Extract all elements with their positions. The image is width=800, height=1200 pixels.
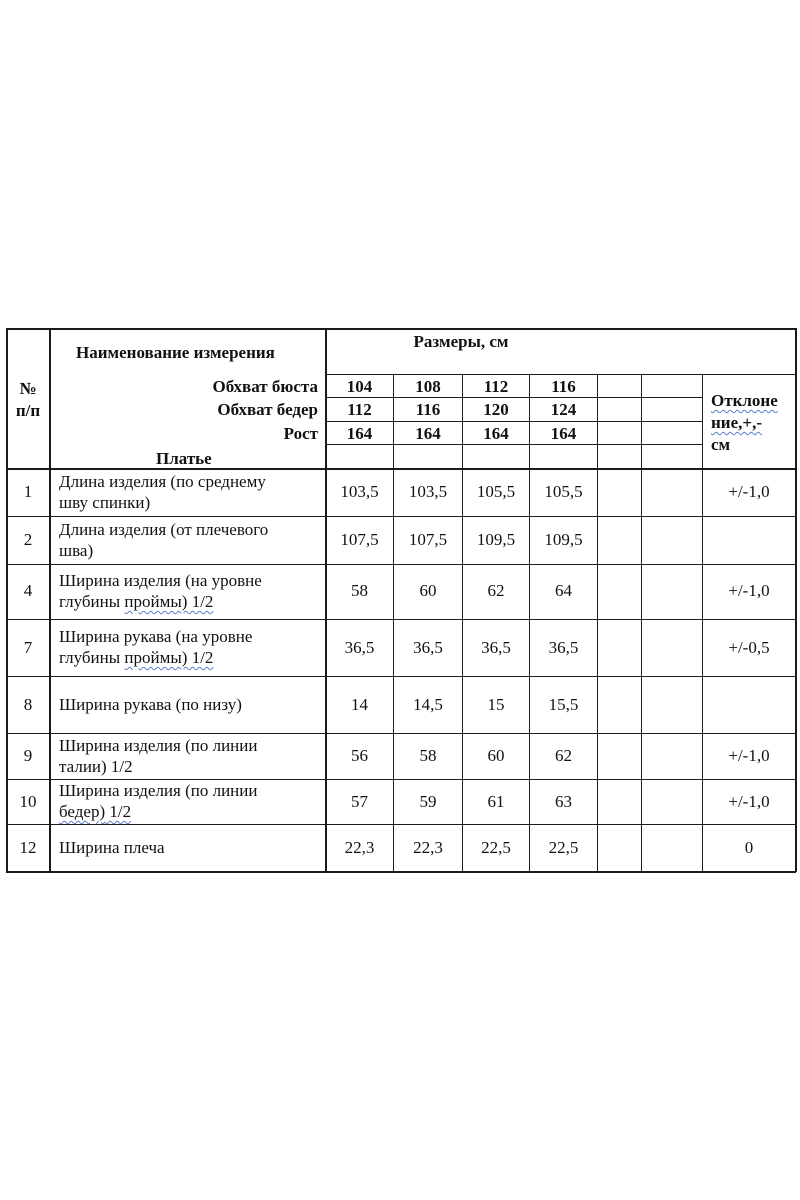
row-value: 59	[419, 792, 437, 811]
row-number: 9	[23, 746, 33, 765]
hip-size: 116	[415, 400, 441, 419]
row-name	[59, 471, 266, 513]
table-border	[795, 328, 797, 872]
row-value: 62	[487, 581, 505, 600]
row-name-line1: Ширина изделия (на уровне	[59, 571, 262, 590]
row-number: 1	[23, 482, 33, 501]
hip-size: 124	[550, 400, 577, 419]
table-border	[6, 871, 796, 873]
row-value: 109,5	[544, 530, 583, 549]
height-size: 164	[415, 424, 441, 443]
row-name	[59, 837, 165, 858]
row-deviation: 0	[744, 838, 754, 857]
row-hip-label: Обхват бедер	[217, 400, 318, 419]
row-name-part: бедер)	[59, 802, 106, 821]
row-value: 14,5	[413, 695, 443, 714]
table-border	[597, 374, 598, 872]
table-border	[325, 374, 796, 375]
row-value: 14	[351, 695, 368, 714]
row-name-line1: Ширина рукава (по низу)	[59, 695, 242, 714]
col-no-sub-header: п/п	[15, 401, 41, 420]
table-border	[6, 733, 796, 734]
garment-label: Платье	[156, 449, 212, 468]
row-name-line1: Ширина рукава (на уровне	[59, 627, 253, 646]
row-deviation: +/-1,0	[728, 581, 770, 600]
row-value: 56	[351, 746, 368, 765]
row-name-line2: шву спинки)	[59, 493, 151, 512]
row-deviation: +/-1,0	[728, 746, 770, 765]
row-value: 36,5	[481, 638, 511, 657]
row-name-part: проймы)	[124, 592, 188, 611]
table-border	[6, 676, 796, 677]
row-value: 57	[351, 792, 368, 811]
row-value: 105,5	[544, 482, 583, 501]
row-name-part: глубины	[59, 648, 125, 667]
table-border	[641, 374, 642, 872]
table-border	[325, 421, 703, 422]
row-name-line1: Длина изделия (от плечевого	[59, 520, 269, 539]
row-value: 103,5	[340, 482, 379, 501]
hip-size: 120	[483, 400, 509, 419]
row-name-line2: талии) 1/2	[59, 757, 133, 776]
row-name-line1: Длина изделия (по среднему	[59, 472, 266, 491]
table-border	[6, 824, 796, 825]
row-name-part: глубины	[59, 592, 125, 611]
col-name-header: Наименование измерения	[76, 343, 275, 362]
row-value: 36,5	[548, 638, 579, 657]
table-border	[6, 619, 796, 620]
row-name-line1: Ширина плеча	[59, 838, 165, 857]
col-no-header: №	[19, 379, 37, 398]
hip-size: 112	[347, 400, 372, 419]
row-name-line1: Ширина изделия (по линии	[59, 736, 258, 755]
row-name-line2	[59, 591, 262, 612]
row-value: 105,5	[476, 482, 516, 501]
row-value: 62	[555, 746, 572, 765]
table-border	[6, 564, 796, 565]
row-deviation: +/-1,0	[728, 792, 770, 811]
row-value: 22,3	[413, 838, 443, 857]
row-value: 63	[555, 792, 572, 811]
table-border	[6, 328, 796, 330]
row-number: 8	[23, 695, 33, 714]
height-size: 164	[483, 424, 509, 443]
row-bust-label: Обхват бюста	[212, 377, 318, 396]
row-number: 7	[23, 638, 33, 657]
row-name-part: проймы)	[124, 648, 188, 667]
row-value: 36,5	[344, 638, 375, 657]
bust-size: 112	[483, 377, 509, 396]
row-value: 109,5	[476, 530, 516, 549]
row-name-part: 1/2	[187, 648, 214, 667]
row-name-line2: шва)	[59, 541, 94, 560]
row-deviation: +/-1,0	[728, 482, 770, 501]
row-number: 12	[19, 838, 37, 857]
deviation-header: Отклоне	[711, 391, 778, 410]
row-name-line2	[59, 647, 252, 668]
row-value: 107,5	[340, 530, 379, 549]
row-value: 22,5	[481, 838, 511, 857]
row-number: 2	[23, 530, 33, 549]
row-value: 22,3	[344, 838, 375, 857]
row-value: 15,5	[548, 695, 579, 714]
row-name-part: 1/2	[105, 802, 132, 821]
row-deviation: +/-0,5	[728, 638, 770, 657]
row-name	[59, 519, 268, 561]
table-border	[6, 468, 796, 470]
row-value: 58	[419, 746, 437, 765]
height-size: 164	[346, 424, 373, 443]
row-value: 60	[419, 581, 437, 600]
row-name	[59, 780, 257, 822]
row-number: 4	[23, 581, 33, 600]
row-value: 61	[487, 792, 505, 811]
row-name-part: 1/2	[187, 592, 214, 611]
row-value: 36,5	[413, 638, 443, 657]
row-value: 58	[351, 581, 368, 600]
row-name	[59, 570, 262, 612]
row-number: 10	[19, 792, 37, 811]
row-name-line1: Ширина изделия (по линии	[59, 781, 258, 800]
row-name-line2	[59, 801, 257, 822]
col-sizes-header: Размеры, см	[413, 332, 509, 351]
bust-size: 116	[551, 377, 576, 396]
row-value: 103,5	[408, 482, 448, 501]
table-border	[6, 516, 796, 517]
row-name	[59, 626, 252, 668]
row-value: 22,5	[548, 838, 579, 857]
row-value: 15	[487, 695, 505, 714]
row-value: 60	[487, 746, 505, 765]
row-name	[59, 735, 257, 777]
bust-size: 104	[346, 377, 373, 396]
height-size: 164	[550, 424, 577, 443]
row-value: 107,5	[408, 530, 448, 549]
deviation-header: ние,+,-	[711, 413, 762, 432]
deviation-header: см	[711, 435, 731, 454]
row-height-label: Рост	[283, 424, 318, 443]
row-value: 64	[555, 581, 572, 600]
row-name	[59, 694, 242, 715]
bust-size: 108	[415, 377, 441, 396]
